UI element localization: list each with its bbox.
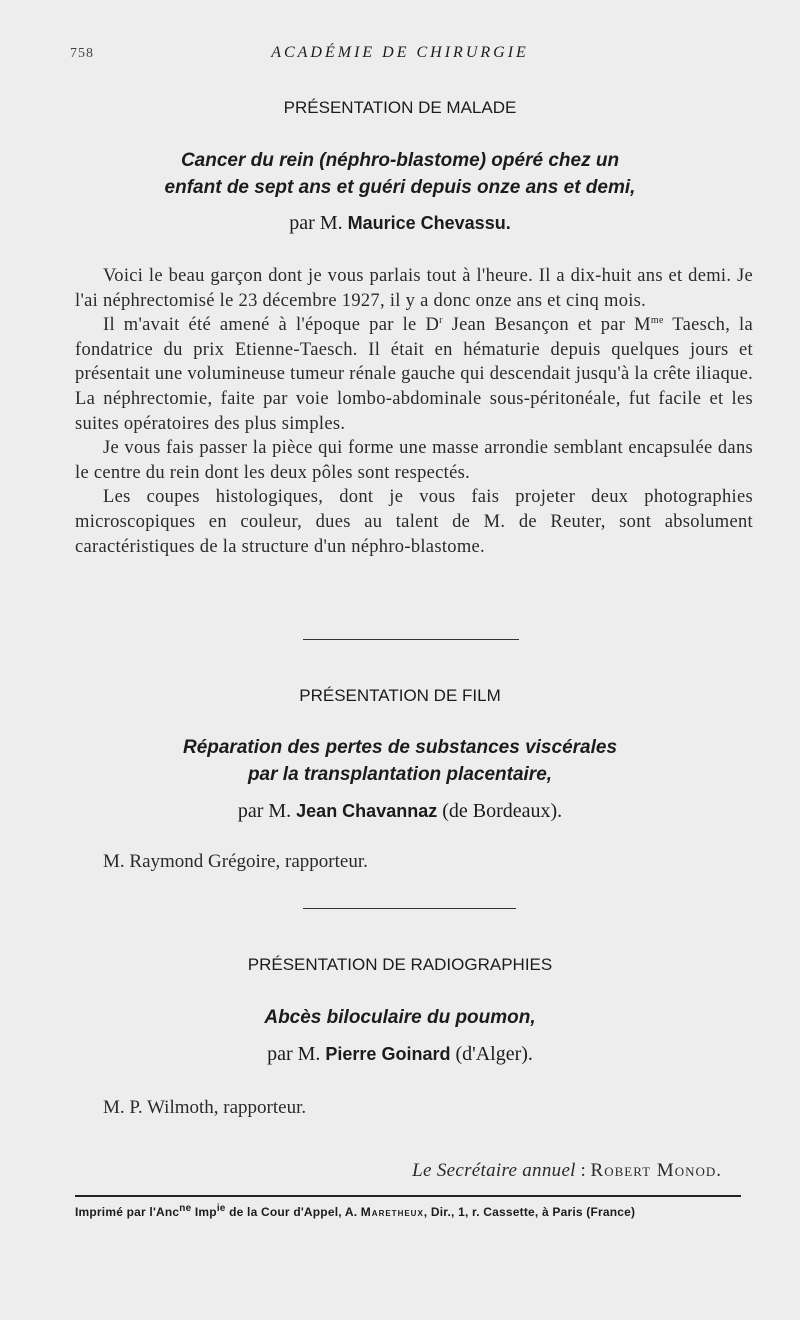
article-title-line2: enfant de sept ans et guéri depuis onze ans et demi, (164, 177, 636, 198)
author-name: Pierre Goinard (325, 1044, 451, 1064)
paragraph: Voici le beau garçon dont je vous parlais tout à l'heure. Il a dix-huit ans et demi. Je l'ai néphrectomisé le 23 décembre 1927, il y a donc onze ans et cinq mois. (75, 266, 753, 311)
article-title: Abcès biloculaire du poumon, (264, 1007, 536, 1028)
byline-chevassu (0, 212, 800, 235)
byline-chavannaz: par M. Jean Chavannaz (de Bordeaux). (237, 800, 563, 822)
rapporteur-line: M. Raymond Grégoire, rapporteur. (103, 851, 368, 872)
article-title-line1: Réparation des pertes de substances viscérales (182, 737, 618, 758)
section-title-malade: PRÉSENTATION DE MALADE (283, 98, 517, 117)
author-name: Jean Chavannaz (296, 801, 438, 821)
divider (303, 639, 519, 640)
article-title-line1: Cancer du rein (néphro-blastome) opéré chez un (180, 150, 620, 171)
article-title-line2: par la transplantation placentaire, (247, 764, 553, 785)
printer-imprint: Imprimé par l'Anc$^{ne}$ Imp$^{ie}$ de la Cour d'Appel, A. Maretheux, Dir., 1, r. Cassette, à Paris (France) (75, 1203, 636, 1219)
divider (303, 908, 516, 909)
page-number: 758 (70, 46, 94, 61)
signature-role: Le Secrétaire annuel (412, 1160, 576, 1181)
byline-goinard: par M. Pierre Goinard (d'Alger). (267, 1043, 533, 1065)
signature-name: Robert Monod. (590, 1160, 722, 1181)
signature: Le Secrétaire annuel : Robert Monod. (412, 1160, 722, 1181)
paragraph: Je vous fais passer la pièce qui forme une masse arrondie semblant encapsulée dans le centre du rein dont les deux pôles sont respectés. (75, 438, 753, 483)
paragraph: Les coupes histologiques, dont je vous fais projeter deux photographies microscopiques en couleur, dues au talent de M. de Reuter, sont absolument caractéristiques de la structure d'un néphro-blastome. (75, 487, 753, 557)
author-name: Maurice Chevassu. (347, 213, 511, 233)
section-title-radiographies: PRÉSENTATION DE RADIOGRAPHIES (247, 955, 553, 974)
rapporteur-line: M. P. Wilmoth, rapporteur. (103, 1097, 307, 1118)
body-text (75, 264, 753, 559)
byline-prefix: par M. (289, 212, 348, 234)
running-title: ACADÉMIE DE CHIRURGIE (271, 44, 529, 61)
section-title-film: PRÉSENTATION DE FILM (299, 686, 501, 705)
paragraph: Il m'avait été amené à l'époque par le $D^r$ Jean Besançon et par $M^{me}$ Taesch, la fondatrice du prix Etienne-Taesch. Il était en hématurie depuis quelques jours et présentait une volumineuse tumeur rénale gauche qui descendait jusqu'à la crête iliaque. La néphrectomie, faite par voie lombo-abdominale sous-péritonéale, fut facile et les suites opératoires des plus simples. (75, 315, 754, 434)
footer-rule (75, 1195, 741, 1197)
